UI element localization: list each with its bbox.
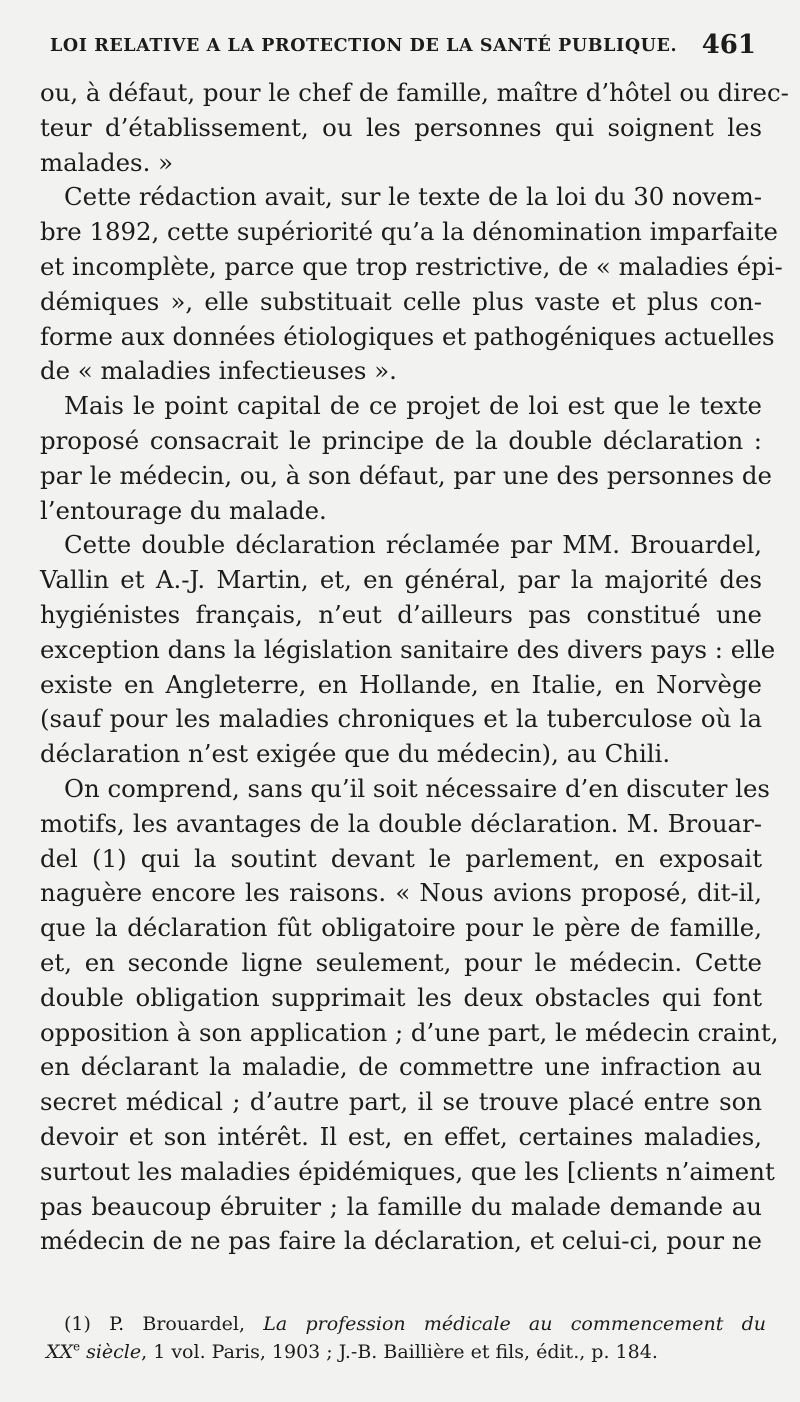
text-line: ou, à défaut, pour le chef de famille, maître d’hôtel ou direc- <box>40 78 789 107</box>
text-line: l’entourage du malade. <box>40 495 327 525</box>
text-line: surtout les maladies épidémiques, que les [clients n’aiment <box>40 1156 775 1186</box>
text-line: secret médical ; d’autre part, il se trouve placé entre son <box>40 1087 762 1117</box>
text-line: que la déclaration fût obligatoire pour le père de famille, <box>40 913 762 943</box>
footnote-title-end: siècle <box>80 1341 142 1363</box>
text-line: Cette double déclaration réclamée par MM. Brouardel, <box>64 530 762 560</box>
text-line: en déclarant la maladie, de commettre une infraction au <box>40 1052 762 1082</box>
page-number: 461 <box>701 30 756 60</box>
text-line: forme aux données étiologiques et pathogéniques actuelles <box>40 321 775 351</box>
text-line: démiques », elle substituait celle plus vaste et plus con- <box>40 286 762 316</box>
footnote-publication: , 1 vol. Paris, 1903 ; J.-B. Baillière et fils, édit., p. 184. <box>141 1341 658 1363</box>
text-line: malades. » <box>40 147 174 177</box>
text-line: hygiénistes français, n’eut d’ailleurs pas constitué une <box>40 599 762 629</box>
text-line: motifs, les avantages de la double déclaration. M. Brouar- <box>40 808 762 838</box>
text-line: double obligation supprimait les deux obstacles qui font <box>40 982 762 1012</box>
footnote-superscript: e <box>73 1339 81 1354</box>
text-line: Vallin et A.-J. Martin, et, en général, par la majorité des <box>40 565 762 595</box>
text-line: On comprend, sans qu’il soit nécessaire d’en discuter les <box>64 773 770 803</box>
text-line: Cette rédaction avait, sur le texte de la loi du 30 novem- <box>64 182 762 212</box>
footnote-line <box>46 1310 766 1338</box>
text-line: existe en Angleterre, en Hollande, en Italie, en Norvège <box>40 669 762 699</box>
text-line: Mais le point capital de ce projet de loi est que le texte <box>64 391 762 421</box>
text-line: devoir et son intérêt. Il est, en effet, certaines maladies, <box>40 1121 762 1151</box>
text-line: par le médecin, ou, à son défaut, par une des personnes de <box>40 460 772 490</box>
text-line: de « maladies infectieuses ». <box>40 356 397 386</box>
text-line: del (1) qui la soutint devant le parlement, en exposait <box>40 843 762 873</box>
footnote-line <box>46 1338 766 1366</box>
text-line: naguère encore les raisons. « Nous avions proposé, dit-il, <box>40 878 762 908</box>
text-line: pas beaucoup ébruiter ; la famille du malade demande au <box>40 1191 762 1221</box>
footnote-author: (1) P. Brouardel, <box>64 1313 264 1335</box>
text-line: teur d’établissement, ou les personnes qui soignent les <box>40 112 762 142</box>
page-header <box>36 30 756 64</box>
body-text <box>40 76 789 1259</box>
text-line: opposition à son application ; d’une part, le médecin craint, <box>40 1017 779 1047</box>
footnote-title: La profession médicale au commencement du <box>263 1313 766 1335</box>
text-line: bre 1892, cette supériorité qu’a la dénomination imparfaite <box>40 217 778 247</box>
text-line: proposé consacrait le principe de la double déclaration : <box>40 425 762 455</box>
text-line: médecin de ne pas faire la déclaration, et celui-ci, pour ne <box>40 1226 762 1256</box>
text-line: et, en seconde ligne seulement, pour le médecin. Cette <box>40 947 762 977</box>
text-line: déclaration n’est exigée que du médecin), au Chili. <box>40 739 671 769</box>
text-line: exception dans la législation sanitaire des divers pays : elle <box>40 634 776 664</box>
running-title: LOI RELATIVE A LA PROTECTION DE LA SANTÉ PUBLIQUE. <box>50 36 678 56</box>
text-line: (sauf pour les maladies chroniques et la tuberculose où la <box>40 704 762 734</box>
footnote-title-cont: XX <box>46 1341 74 1363</box>
text-line: et incomplète, parce que trop restrictive, de « maladies épi- <box>40 251 783 281</box>
footnote <box>46 1310 766 1366</box>
